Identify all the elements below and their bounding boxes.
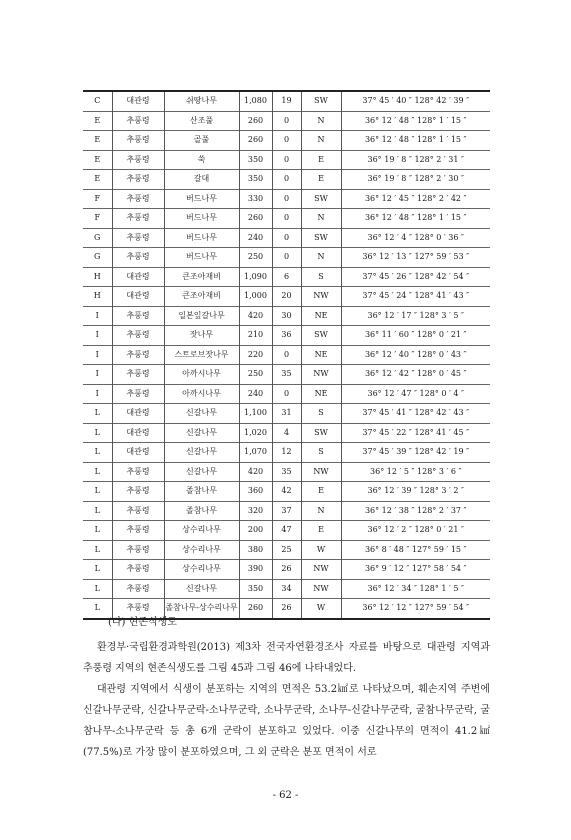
region-cell: 추풍령 [112, 228, 164, 248]
slope-cell: 6 [272, 267, 301, 287]
coordinate-cell: 36° 12 ′ 2 ″ 128° 0 ′ 21 ″ [341, 521, 490, 541]
region-cell: 추풍령 [112, 462, 164, 482]
region-cell: 추풍령 [112, 560, 164, 580]
region-cell: 추풍령 [112, 306, 164, 326]
slope-cell: 34 [272, 579, 301, 599]
slope-cell: 35 [272, 462, 301, 482]
aspect-cell: N [301, 501, 341, 521]
grade-cell: L [94, 544, 100, 554]
aspect-cell: NW [301, 579, 341, 599]
species-cell: 일본잎갈나무 [164, 306, 239, 326]
table-row [83, 209, 490, 229]
grade-cell: G [94, 232, 101, 242]
slope-cell: 4 [272, 423, 301, 443]
grade-cell: L [94, 525, 100, 534]
aspect-cell: N [301, 111, 341, 131]
species-cell: 상수리나무 [164, 521, 239, 541]
species-cell: 큰조아재비 [164, 287, 239, 307]
species-cell: 갈대 [164, 170, 239, 190]
altitude-cell: 240 [239, 228, 272, 248]
species-cell: 스트로브잣나무 [164, 345, 239, 365]
aspect-cell: SW [301, 228, 341, 248]
coordinate-cell: 36° 12 ′ 34 ″ 128° 1 ′ 5 ″ [341, 579, 490, 599]
table-row [83, 248, 490, 268]
table-row [83, 579, 490, 599]
slope-cell: 30 [272, 306, 301, 326]
species-cell: 잣나무 [164, 326, 239, 346]
body-text [83, 637, 490, 763]
slope-cell: 0 [272, 248, 301, 268]
species-cell: 버드나무 [164, 248, 239, 268]
slope-cell: 0 [272, 189, 301, 209]
altitude-cell: 390 [239, 560, 272, 580]
grade-cell: L [94, 564, 100, 573]
table-row [83, 482, 490, 502]
species-cell: 골풀 [164, 131, 239, 151]
aspect-cell: W [301, 599, 341, 619]
region-cell: 추풍령 [112, 579, 164, 599]
coordinate-cell: 36° 12 ′ 45 ″ 128° 2 ′ 42 ″ [341, 189, 490, 209]
table-row [83, 560, 490, 580]
table-row [83, 287, 490, 307]
aspect-cell: N [301, 131, 341, 151]
altitude-cell: 360 [239, 482, 272, 502]
region-cell: 추풍령 [112, 131, 164, 151]
paragraph: 환경부·국립환경과학원(2013) 제3차 전국자연환경조사 자료를 바탕으로 대관령 지역과 추풍령 지역의 현존식생도를 그림 45과 그림 46에 나타내었다. [83, 642, 490, 674]
table-row [83, 501, 490, 521]
grade-cell: L [94, 505, 100, 515]
species-cell: 버드나무 [164, 209, 239, 229]
grade-cell: C [94, 96, 101, 105]
region-cell: 추풍령 [112, 540, 164, 560]
slope-cell: 0 [272, 131, 301, 151]
coordinate-cell: 36° 12 ′ 4 ″ 128° 0 ′ 36 ″ [341, 228, 490, 248]
table-row [83, 404, 490, 424]
aspect-cell: W [301, 540, 341, 560]
region-cell: 추풍령 [112, 326, 164, 346]
species-cell: 버드나무 [164, 189, 239, 209]
altitude-cell: 250 [239, 248, 272, 268]
region-cell: 대관령 [112, 443, 164, 463]
section-title: (다) 현존식생도 [108, 617, 177, 628]
table-row [83, 365, 490, 385]
table-row [83, 228, 490, 248]
altitude-cell: 1,100 [239, 404, 272, 424]
altitude-cell: 350 [239, 150, 272, 170]
coordinate-cell: 36° 12 ′ 38 ″ 128° 2 ′ 37 ″ [341, 501, 490, 521]
altitude-cell: 260 [239, 599, 272, 619]
coordinate-cell: 37° 45 ′ 22 ″ 128° 41 ′ 45 ″ [341, 423, 490, 443]
aspect-cell: SW [301, 91, 341, 111]
slope-cell: 37 [272, 501, 301, 521]
aspect-cell: SW [301, 189, 341, 209]
region-cell: 추풍령 [112, 501, 164, 521]
region-cell: 추풍령 [112, 345, 164, 365]
coordinate-cell: 36° 12 ′ 5 ″ 128° 3 ′ 6 ″ [341, 462, 490, 482]
table-row [83, 521, 490, 541]
table-row [83, 326, 490, 346]
altitude-cell: 380 [239, 540, 272, 560]
slope-cell: 20 [272, 287, 301, 307]
page-number: - 62 - [272, 790, 299, 801]
slope-cell: 26 [272, 599, 301, 619]
slope-cell: 0 [272, 209, 301, 229]
region-cell: 대관령 [112, 423, 164, 443]
aspect-cell: S [301, 443, 341, 463]
species-cell: 버드나무 [164, 228, 239, 248]
grade-cell: I [95, 310, 99, 320]
aspect-cell: NE [301, 384, 341, 404]
altitude-cell: 420 [239, 306, 272, 326]
altitude-cell: 260 [239, 131, 272, 151]
aspect-cell: E [301, 150, 341, 170]
coordinate-cell: 36° 9 ′ 12 ″ 127° 58 ′ 54 ″ [341, 560, 490, 580]
table-row [83, 345, 490, 365]
altitude-cell: 420 [239, 462, 272, 482]
grade-cell: I [95, 349, 99, 359]
slope-cell: 0 [272, 170, 301, 190]
species-cell: 상수리나무 [164, 560, 239, 580]
region-cell: 추풍령 [112, 482, 164, 502]
species-cell: 신갈나무 [164, 404, 239, 424]
grade-cell: F [94, 213, 101, 222]
altitude-cell: 350 [239, 579, 272, 599]
coordinate-cell: 37° 45 ′ 24 ″ 128° 41 ′ 43 ″ [341, 287, 490, 307]
table-row [83, 189, 490, 209]
aspect-cell: NW [301, 287, 341, 307]
aspect-cell: NE [301, 306, 341, 326]
species-cell: 상수리나무 [164, 540, 239, 560]
aspect-cell: NW [301, 365, 341, 385]
altitude-cell: 240 [239, 384, 272, 404]
slope-cell: 47 [272, 521, 301, 541]
table-row [83, 150, 490, 170]
grade-cell: L [94, 583, 100, 593]
species-cell: 졸참나무-상수리나무 [164, 599, 239, 619]
altitude-cell: 1,020 [239, 423, 272, 443]
aspect-cell: NE [301, 345, 341, 365]
region-cell: 추풍령 [112, 209, 164, 229]
table-row [83, 131, 490, 151]
table-row [83, 267, 490, 287]
slope-cell: 36 [272, 326, 301, 346]
altitude-cell: 220 [239, 345, 272, 365]
altitude-cell: 200 [239, 521, 272, 541]
grade-cell: L [94, 427, 100, 437]
species-cell: 쑥 [164, 150, 239, 170]
region-cell: 추풍령 [112, 189, 164, 209]
aspect-cell: SW [301, 326, 341, 346]
slope-cell: 25 [272, 540, 301, 560]
aspect-cell: N [301, 248, 341, 268]
grade-cell: G [94, 252, 101, 261]
altitude-cell: 1,080 [239, 91, 272, 111]
coordinate-cell: 37° 45 ′ 41 ″ 128° 42 ′ 43 ″ [341, 404, 490, 424]
species-cell: 신갈나무 [164, 462, 239, 482]
region-cell: 대관령 [112, 287, 164, 307]
slope-cell: 0 [272, 384, 301, 404]
altitude-cell: 350 [239, 170, 272, 190]
table-row [83, 462, 490, 482]
slope-cell: 0 [272, 228, 301, 248]
coordinate-cell: 36° 19 ′ 8 ″ 128° 2 ′ 31 ″ [341, 150, 490, 170]
slope-cell: 19 [272, 91, 301, 111]
table-row [83, 111, 490, 131]
region-cell: 대관령 [112, 267, 164, 287]
aspect-cell: NW [301, 560, 341, 580]
altitude-cell: 260 [239, 111, 272, 131]
vegetation-site-table [83, 90, 490, 620]
slope-cell: 0 [272, 150, 301, 170]
altitude-cell: 320 [239, 501, 272, 521]
table-row [83, 170, 490, 190]
coordinate-cell: 36° 12 ′ 48 ″ 128° 1 ′ 15 ″ [341, 131, 490, 151]
grade-cell: E [94, 154, 101, 164]
altitude-cell: 260 [239, 209, 272, 229]
region-cell: 추풍령 [112, 248, 164, 268]
grade-cell: E [94, 174, 101, 183]
species-cell: 신갈나무 [164, 579, 239, 599]
species-cell: 졸참나무 [164, 482, 239, 502]
grade-cell: L [94, 603, 100, 612]
grade-cell: L [94, 486, 100, 495]
coordinate-cell: 36° 12 ′ 17 ″ 128° 3 ′ 5 ″ [341, 306, 490, 326]
grade-cell: I [95, 388, 99, 398]
coordinate-cell: 37° 45 ′ 40 ″ 128° 42 ′ 39 ″ [341, 91, 490, 111]
coordinate-cell: 37° 45 ′ 39 ″ 128° 42 ′ 19 ″ [341, 443, 490, 463]
aspect-cell: S [301, 267, 341, 287]
slope-cell: 42 [272, 482, 301, 502]
slope-cell: 31 [272, 404, 301, 424]
grade-cell: L [94, 447, 100, 456]
species-cell: 산조풀 [164, 111, 239, 131]
paragraph: 대관령 지역에서 식생이 분포하는 지역의 면적은 53.2㎢로 나타났으며, 훼손지역 주변에 신갈나무군락, 신갈나무군락-소나무군락, 소나무군락, 소나무-신갈나무군락, 굴참나무군락, 굴참나무-소나무군락 등 총 6개 군락이 분포하고 있었다. 이중 신갈나무의 면적이 41.2㎢(77.5%)로 가장 많이 분포하였으며, 그 외 군락은 분포 면적이 서로 [83, 684, 490, 758]
coordinate-cell: 36° 12 ′ 40 ″ 128° 0 ′ 43 ″ [341, 345, 490, 365]
coordinate-cell: 36° 12 ′ 13 ″ 127° 59 ′ 53 ″ [341, 248, 490, 268]
table-row [83, 423, 490, 443]
aspect-cell: E [301, 521, 341, 541]
table-row [83, 91, 490, 111]
altitude-cell: 1,070 [239, 443, 272, 463]
grade-cell: E [94, 115, 101, 125]
altitude-cell: 1,090 [239, 267, 272, 287]
region-cell: 추풍령 [112, 521, 164, 541]
coordinate-cell: 37° 45 ′ 26 ″ 128° 42 ′ 54 ″ [341, 267, 490, 287]
region-cell: 추풍령 [112, 150, 164, 170]
slope-cell: 26 [272, 560, 301, 580]
grade-cell: L [94, 466, 100, 476]
coordinate-cell: 36° 19 ′ 8 ″ 128° 2 ′ 30 ″ [341, 170, 490, 190]
slope-cell: 0 [272, 111, 301, 131]
region-cell: 대관령 [112, 404, 164, 424]
table-row [83, 540, 490, 560]
table-row [83, 306, 490, 326]
region-cell: 추풍령 [112, 365, 164, 385]
species-cell: 졸참나무 [164, 501, 239, 521]
altitude-cell: 210 [239, 326, 272, 346]
grade-cell: F [94, 193, 101, 203]
grade-cell: L [94, 408, 100, 417]
species-cell: 큰조아재비 [164, 267, 239, 287]
species-cell: 아까시나무 [164, 365, 239, 385]
aspect-cell: S [301, 404, 341, 424]
table-row [83, 384, 490, 404]
region-cell: 대관령 [112, 91, 164, 111]
slope-cell: 12 [272, 443, 301, 463]
region-cell: 추풍령 [112, 111, 164, 131]
slope-cell: 35 [272, 365, 301, 385]
altitude-cell: 1,000 [239, 287, 272, 307]
coordinate-cell: 36° 12 ′ 39 ″ 128° 3 ′ 2 ″ [341, 482, 490, 502]
coordinate-cell: 36° 8 ′ 48 ″ 127° 59 ′ 15 ″ [341, 540, 490, 560]
region-cell: 추풍령 [112, 170, 164, 190]
coordinate-cell: 36° 12 ′ 42 ″ 128° 0 ′ 45 ″ [341, 365, 490, 385]
grade-cell: H [93, 271, 101, 281]
aspect-cell: N [301, 209, 341, 229]
coordinate-cell: 36° 12 ′ 48 ″ 128° 1 ′ 15 ″ [341, 209, 490, 229]
aspect-cell: NW [301, 462, 341, 482]
altitude-cell: 250 [239, 365, 272, 385]
species-cell: 신갈나무 [164, 423, 239, 443]
altitude-cell: 330 [239, 189, 272, 209]
aspect-cell: E [301, 170, 341, 190]
grade-cell: E [94, 135, 101, 144]
table-row [83, 443, 490, 463]
slope-cell: 0 [272, 345, 301, 365]
aspect-cell: SW [301, 423, 341, 443]
coordinate-cell: 36° 12 ′ 12 ″ 127° 59 ′ 54 ″ [341, 599, 490, 619]
grade-cell: H [93, 291, 101, 300]
species-cell: 쉬땅나무 [164, 91, 239, 111]
region-cell: 추풍령 [112, 384, 164, 404]
grade-cell: I [95, 330, 99, 339]
aspect-cell: E [301, 482, 341, 502]
region-cell: 추풍령 [112, 599, 164, 619]
coordinate-cell: 36° 11 ′ 60 ″ 128° 0 ′ 21 ″ [341, 326, 490, 346]
species-cell: 신갈나무 [164, 443, 239, 463]
coordinate-cell: 36° 12 ′ 47 ″ 128° 0 ′ 4 ″ [341, 384, 490, 404]
coordinate-cell: 36° 12 ′ 48 ″ 128° 1 ′ 15 ″ [341, 111, 490, 131]
grade-cell: I [95, 369, 99, 378]
species-cell: 아까시나무 [164, 384, 239, 404]
table-body [83, 91, 490, 619]
